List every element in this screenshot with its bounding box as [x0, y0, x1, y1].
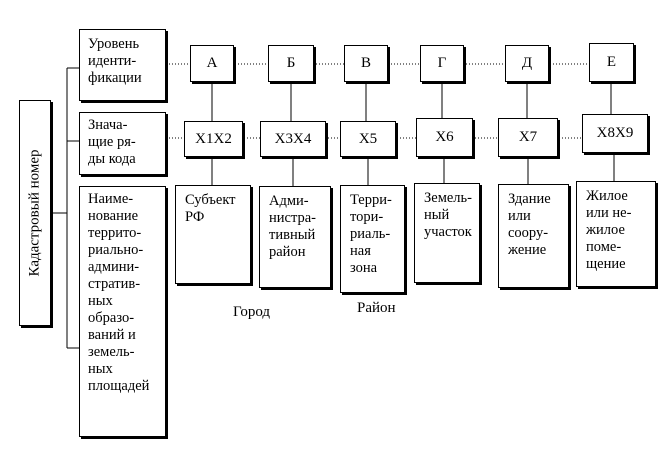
entity-box-territorial-zone	[340, 185, 405, 293]
code-box-x6: Х6	[416, 118, 473, 157]
level-box-b: Б	[268, 45, 314, 82]
entity-label-territorial-zone: Терри- тори- риаль- ная зона	[350, 192, 392, 276]
entity-label-premises: Жилое или не- жилое поме- щение	[586, 188, 632, 272]
entity-label-land-plot: Земель- ный участок	[424, 190, 472, 240]
entity-label-subject: Субъект РФ	[185, 192, 236, 225]
root-box	[19, 100, 51, 326]
level-row-box	[79, 29, 166, 101]
entity-box-building	[498, 184, 569, 288]
entity-box-admin-district	[259, 186, 331, 288]
entity-label-admin-district: Адми- нистра- тивный район	[269, 193, 316, 260]
entity-box-land-plot	[414, 183, 480, 283]
code-box-x7: Х7	[498, 118, 558, 157]
entity-label-building: Здание или соору- жение	[508, 191, 551, 258]
level-box-v: В	[344, 45, 388, 82]
names-row-label: Наиме- нование террито- риально- админи- стратив- ных образо- ваний и земель- ных площадей	[88, 191, 150, 394]
city-annotation: Город	[233, 304, 271, 320]
level-box-e: Е	[589, 43, 634, 82]
district-annotation: Район	[357, 300, 396, 316]
code-box-x3x4: Х3Х4	[260, 121, 326, 157]
entity-box-premises	[576, 181, 656, 287]
root-label: Кадастровый номер	[26, 149, 43, 277]
code-row-label: Знача- щие ря- ды кода	[88, 117, 136, 167]
level-row-label: Уровень иденти- фикации	[88, 36, 142, 86]
code-box-x1x2: Х1Х2	[184, 121, 243, 157]
code-box-x5: Х5	[340, 121, 396, 157]
entity-box-subject	[175, 185, 251, 284]
code-row-box	[79, 112, 166, 175]
level-box-d: Д	[505, 45, 549, 82]
level-box-g: Г	[420, 45, 464, 82]
names-row-box	[79, 186, 166, 437]
level-box-a: А	[190, 45, 234, 82]
code-box-x8x9: Х8Х9	[582, 114, 648, 153]
